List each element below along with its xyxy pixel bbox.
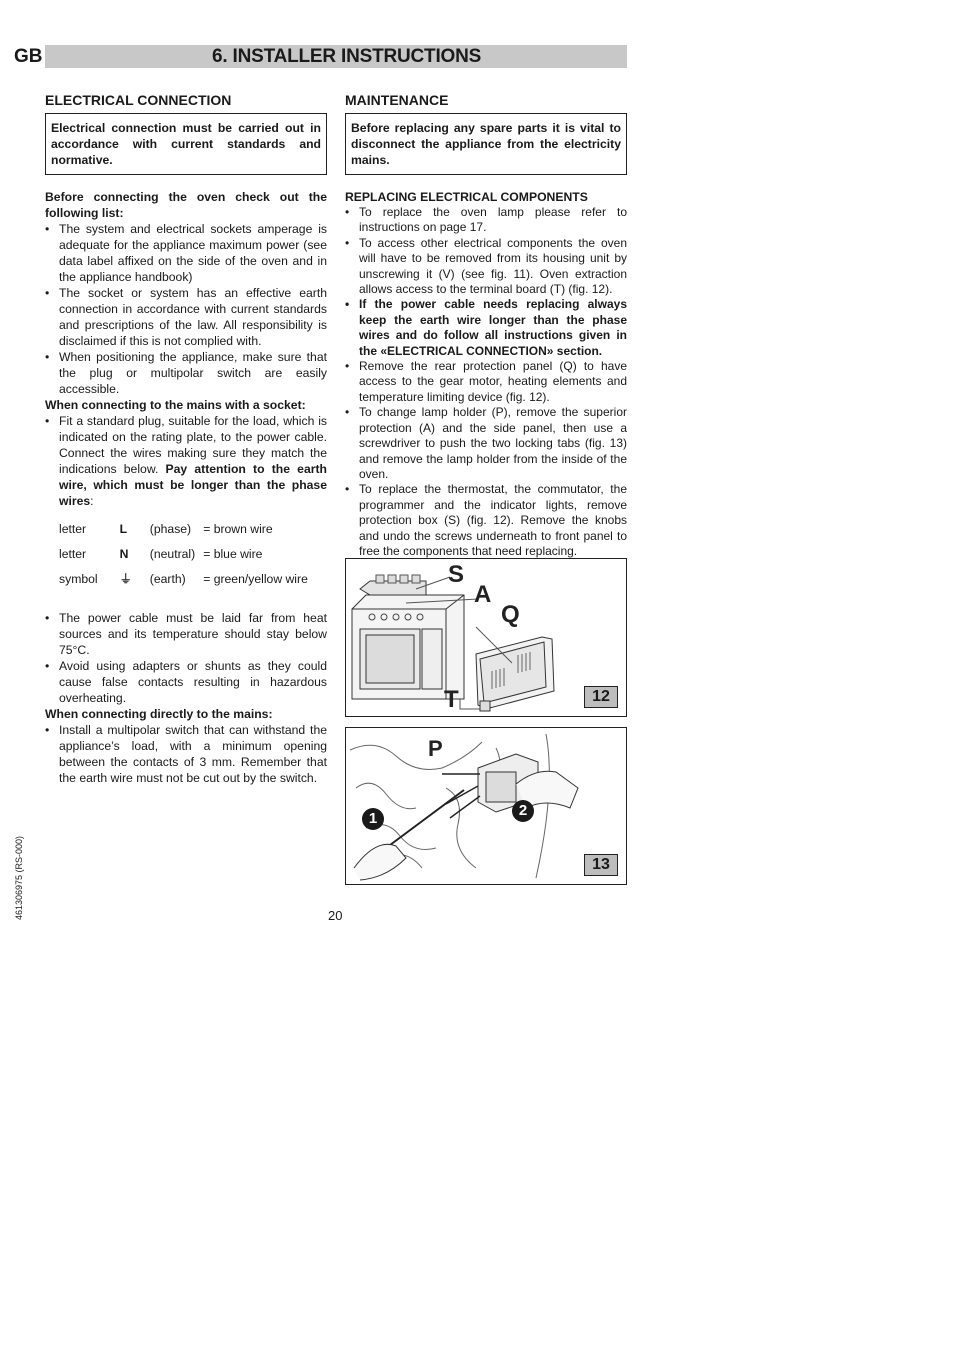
socket-end: : [90,494,94,508]
list-item: • The socket or system has an effective earth connection in accordance with current standards and prescriptions of the law. All responsibility is disclaimed if this is not complied with. [45,285,327,349]
list-item [45,413,327,509]
electrical-warning: Electrical connection must be carried out in accordance with current standards and normative. [51,121,321,167]
checklist [45,221,327,397]
wire-color: = green/yellow wire [203,572,308,586]
wire-kind: letter [59,522,87,536]
checklist-intro: Before connecting the oven check out the following list: [45,190,327,220]
label-q: Q [501,601,520,628]
wire-name: (neutral) [149,547,196,561]
table-row [49,521,312,546]
list-item: • Remove the rear protection panel (Q) to have access to the gear motor, heating elements and temperature limiting device (fig. 12). [345,359,627,405]
list-item: • If the power cable needs replacing always keep the earth wire longer than the phase wires and do follow all instructions given in the «ELECTRICAL CONNECTION» section. [345,297,627,359]
figure-12 [345,558,627,717]
maintenance-warning-box [345,113,627,175]
list-item: • The system and electrical sockets amperage is adequate for the appliance maximum power (see data label affixed on the side of the oven and in the appliance handbook) [45,221,327,285]
maintenance-section [345,92,627,559]
label-a: A [474,581,492,608]
wire-kind: symbol [59,572,98,586]
replacing-heading: REPLACING ELECTRICAL COMPONENTS [345,190,588,204]
label-p: P [428,736,443,761]
direct-heading: When connecting directly to the mains: [45,707,273,721]
figure-13 [345,727,627,885]
socket-heading: When connecting to the mains with a socket: [45,398,306,412]
maintenance-warning: Before replacing any spare parts it is vital to disconnect the appliance from the electricity mains. [351,121,621,167]
wire-symbol: L [119,522,128,536]
figure-number: 12 [584,686,618,708]
cable-notes [45,610,327,706]
label-s: S [448,561,465,588]
list-item: • Install a multipolar switch that can withstand the appliance’s load, with a minimum opening between the contacts of 3 mm. Remember that the earth wire must not be cut out by the switch. [45,722,327,786]
wire-kind: letter [59,547,87,561]
wire-color: = blue wire [203,547,263,561]
page-title: 6. INSTALLER INSTRUCTIONS [212,46,482,67]
table-row [49,546,312,571]
page-number: 20 [328,908,343,923]
list-item: • The power cable must be laid far from heat sources and its temperature should stay below 75°C. [45,610,327,658]
list-item: • Avoid using adapters or shunts as they could cause false contacts resulting in hazardous overheating. [45,658,327,706]
electrical-warning-box [45,113,327,175]
step-1-marker: 1 [362,808,384,830]
socket-bold: Pay attention to the earth wire, which must be longer than the phase wires [59,462,327,508]
document-reference: 461306975 (RS-000) [14,835,24,920]
electrical-heading: ELECTRICAL CONNECTION [45,92,232,108]
wire-table [49,521,312,596]
electrical-connection-section [45,92,327,786]
list-item: • To access other electrical components the oven will have to be removed from its housing unit by unscrewing it (V) (see fig. 11). Oven extraction allows access to the terminal board (T) (fig. 12). [345,236,627,298]
list-item: • To replace the thermostat, the commutator, the programmer and the indicator lights, remove protection box (S) (fig. 12). Remove the knobs and undo the screws underneath to front panel to free the components that need replacing. [345,482,627,559]
step-2-marker: 2 [512,800,534,822]
wire-color: = brown wire [203,522,273,536]
language-code: GB [14,46,43,67]
socket-list [45,413,327,509]
figure-number: 13 [584,854,618,876]
maintenance-list [345,205,627,559]
table-row [49,571,312,596]
wire-name: (earth) [149,572,186,586]
maintenance-heading: MAINTENANCE [345,92,449,108]
socket-text: Fit a standard plug, suitable for the load, which is indicated on the rating plate, to the power cable. Connect the wires making sure they match the indications below. [59,414,327,476]
list-item: • When positioning the appliance, make sure that the plug or multipolar switch are easily accessible. [45,349,327,397]
direct-notes [45,722,327,786]
list-item: • To replace the oven lamp please refer to instructions on page 17. [345,205,627,236]
label-t: T [444,686,459,713]
earth-symbol-icon: ⏚ [119,572,132,586]
wire-name: (phase) [149,522,192,536]
wire-symbol: N [119,547,129,561]
list-item: • To change lamp holder (P), remove the superior protection (A) and the side panel, then use a screwdriver to push the two locking tabs (fig. 13) and remove the lamp holder from the inside of the oven. [345,405,627,482]
